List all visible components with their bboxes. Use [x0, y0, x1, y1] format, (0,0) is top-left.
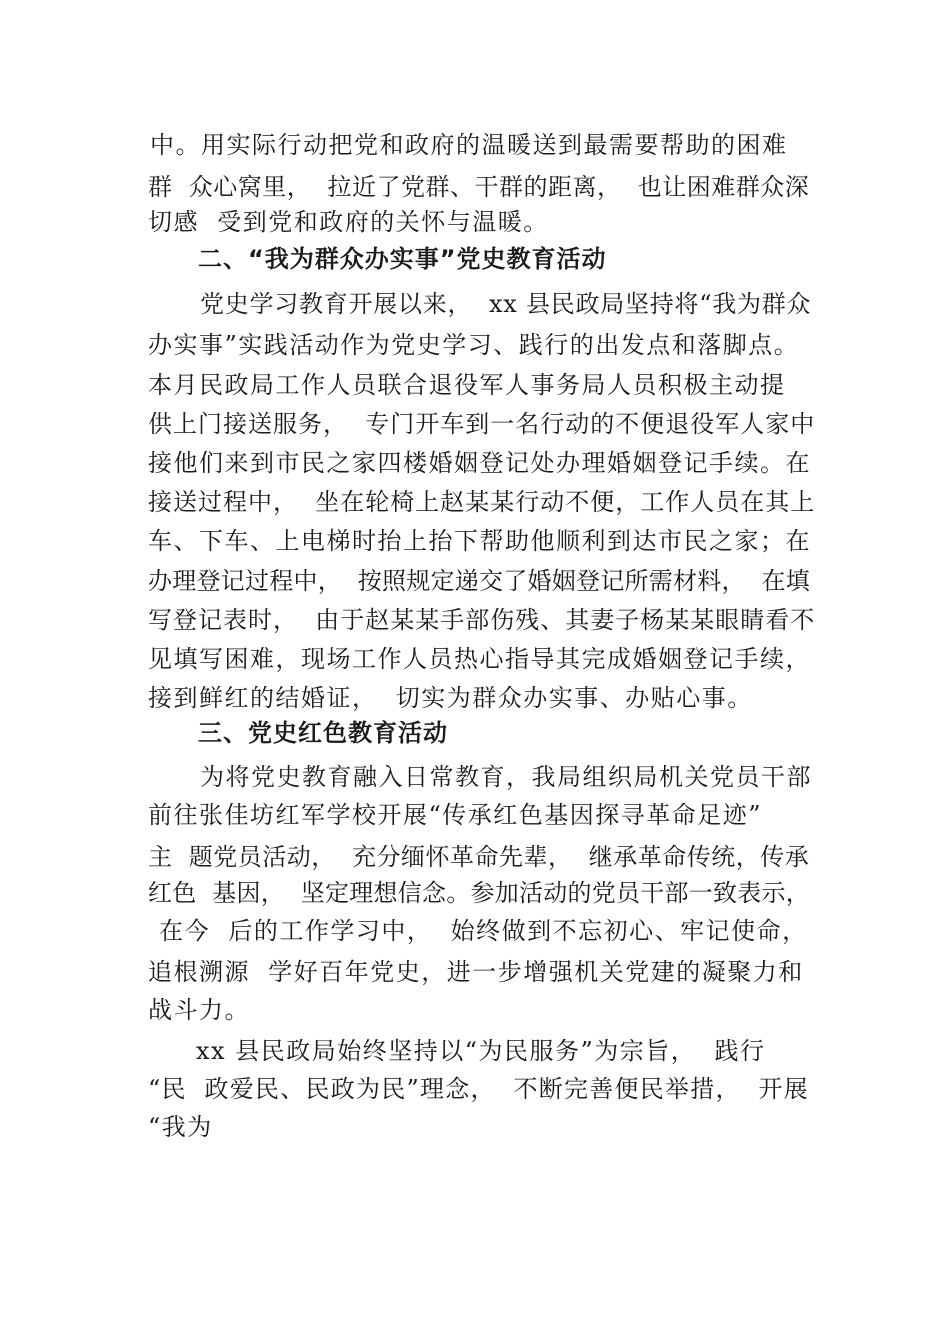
text-line: 追根溯源 学好百年党史，进一步增强机关党建的凝聚力和 [148, 958, 804, 986]
text-line: “我为 [148, 1113, 213, 1141]
text-line: 车、下车、上电梯时抬上抬下帮助他顺利到达市民之家；在 [148, 527, 811, 555]
text-line: “民 政爱民、民政为民”理念， 不断完善便民举措， 开展 [148, 1075, 810, 1103]
text-line: 主 题党员活动， 充分缅怀革命先辈， 继承革命传统，传承 [148, 843, 810, 871]
text-line: 办理登记过程中， 按照规定递交了婚姻登记所需材料， 在填 [148, 567, 811, 595]
text-line: 在今 后的工作学习中， 始终做到不忘初心、牢记使命， [150, 917, 808, 945]
text-line: 党史学习教育开展以来， xx 县民政局坚持将“我为群众 [200, 290, 812, 318]
text-line: 切感 受到党和政府的关怀与温暖。 [148, 208, 549, 236]
text-line: 前往张佳坊红军学校开展“传承红色基因探寻革命足迹” [148, 801, 763, 829]
text-line: 接送过程中， 坐在轮椅上赵某某行动不便，工作人员在其上 [148, 488, 816, 516]
text-line: xx 县民政局始终坚持以“为民服务”为宗旨， 践行 [196, 1037, 766, 1065]
text-line: 本月民政局工作人员联合退役军人事务局人员积极主动提 [148, 371, 786, 399]
text-line: 群 众心窝里， 拉近了党群、干群的距离， 也让困难群众深 [148, 173, 810, 201]
text-line: 接他们来到市民之家四楼婚姻登记处办理婚姻登记手续。在 [148, 449, 811, 477]
text-line: 中。用实际行动把党和政府的温暖送到最需要帮助的困难 [150, 131, 788, 159]
section-heading-3: 三、党史红色教育活动 [198, 719, 448, 747]
text-line: 供上门接送服务， 专门开车到一名行动的不便退役军人家中 [148, 410, 816, 438]
text-line: 为将党史教育融入日常教育，我局组织局机关党员干部 [200, 763, 812, 791]
text-line: 战斗力。 [148, 996, 250, 1024]
text-line: 红色 基因， 坚定理想信念。参加活动的党员干部一致表示， [148, 879, 811, 907]
text-line: 办实事”实践活动作为党史学习、践行的出发点和落脚点。 [148, 331, 800, 359]
section-heading-2: 二、“我为群众办实事”党史教育活动 [198, 245, 607, 273]
text-line: 写登记表时， 由于赵某某手部伤残、其妻子杨某某眼睛看不 [148, 606, 816, 634]
text-line: 见填写困难，现场工作人员热心指导其完成婚姻登记手续， [148, 645, 811, 673]
text-line: 接到鲜红的结婚证， 切实为群众办实事、办贴心事。 [148, 684, 753, 712]
